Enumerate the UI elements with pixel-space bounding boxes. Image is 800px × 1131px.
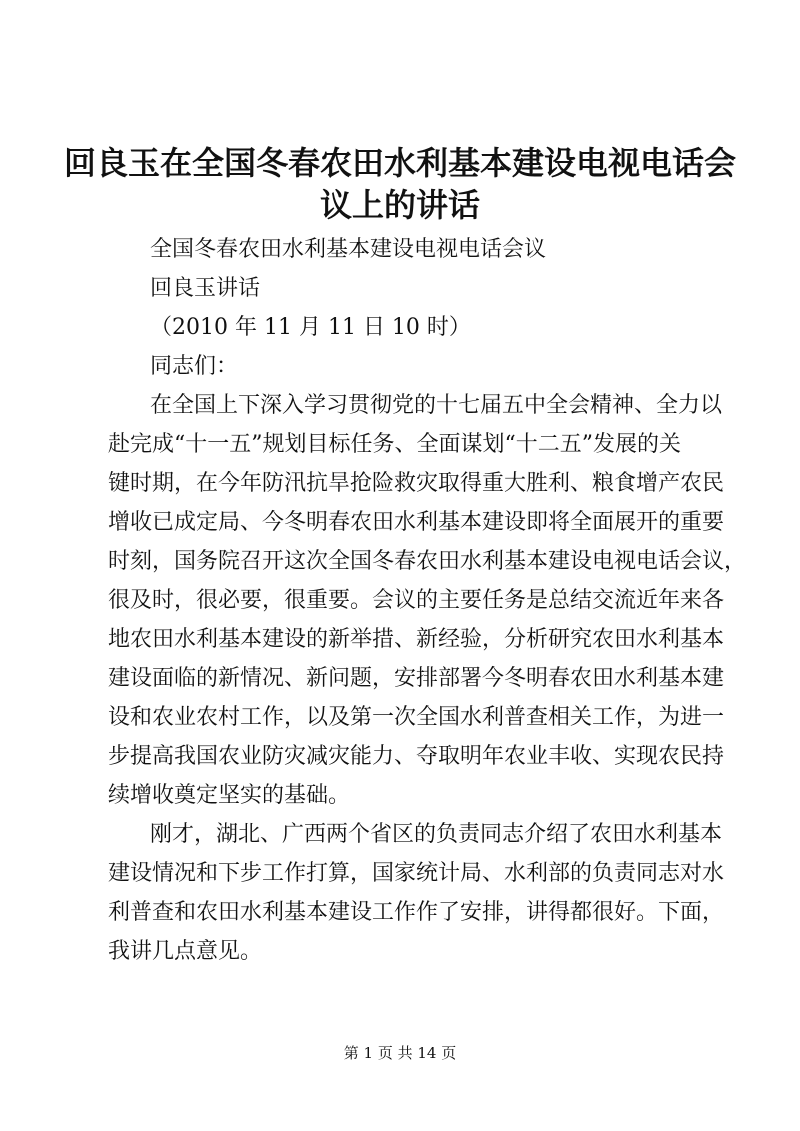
paragraph-2-line: 利普查和农田水利基本建设工作作了安排，讲得都很好。下面，: [108, 900, 725, 925]
paragraph-1-line: 设和农业农村工作，以及第一次全国水利普查相关工作，为进一: [108, 705, 725, 730]
paragraph-2-line: 我讲几点意见。: [108, 939, 263, 964]
page-footer: 第 1 页 共 14 页: [343, 1044, 457, 1062]
paragraph-1-line: 建设面临的新情况、新问题，安排部署今冬明春农田水利基本建: [108, 666, 725, 691]
paragraph-1-line: 很及时，很必要，很重要。会议的主要任务是总结交流近年来各: [108, 588, 725, 613]
paragraph-1-line: 步提高我国农业防灾减灾能力、夺取明年农业丰收、实现农民持: [108, 744, 725, 769]
paragraph-1-line: 续增收奠定坚实的基础。: [108, 783, 351, 808]
paragraph-2-line: 建设情况和下步工作打算，国家统计局、水利部的负责同志对水: [108, 861, 725, 886]
paragraph-1-line: 赴完成“十一五”规划目标任务、全面谋划“十二五”发展的关: [108, 432, 681, 457]
paragraph-1-line: 时刻，国务院召开这次全国冬春农田水利基本建设电视电话会议，: [108, 549, 747, 574]
paragraph-1-line: 增收已成定局、今冬明春农田水利基本建设即将全面展开的重要: [108, 510, 725, 535]
paragraph-1-line: 键时期，在今年防汛抗旱抢险救灾取得重大胜利、粮食增产农民: [108, 471, 725, 496]
paragraph-1-line: 地农田水利基本建设的新举措、新经验，分析研究农田水利基本: [108, 627, 725, 652]
document-page: 回良玉在全国冬春农田水利基本建设电视电话会议上的讲话 全国冬春农田水利基本建设电视电话会议 回良玉讲话 （2010 年 11 月 11 日 10 时） 同志们： 在全国上下深入学习贯彻党的十七届五中全会精神、全力以 赴完成“十一五”规划目标任务、全面谋划“十二五”发展的关 键时期，在今年防汛抗旱抢险救灾取得重大胜利、粮食增产农民 增收已成定局、今冬明春农田水利基本建设即将全面展开的重要 时刻，国务院召开这次全国冬春农田水利基本建设电视电话会议， 很及时，很必要，很重要。会议的主要任务是总结交流近年来各 地农田水利基本建设的新举措、新经验，分析研究农田水利基本 建设面临的新情况、新问题，安排部署今冬明春农田水利基本建 设和农业农村工作，以及第一次全国水利普查相关工作，为进一 步提高我国农业防灾减灾能力、夺取明年农业丰收、实现农民持 续增收奠定坚实的基础。 刚才，湖北、广西两个省区的负责同志介绍了农田水利基本 建设情况和下步工作打算，国家统计局、水利部的负责同志对水 利普查和农田水利基本建设工作作了安排，讲得都很好。下面， 我讲几点意见。 第 1 页 共 14 页: [0, 0, 800, 1131]
document-title: 回良玉在全国冬春农田水利基本建设电视电话会议上的讲话: [63, 144, 736, 224]
